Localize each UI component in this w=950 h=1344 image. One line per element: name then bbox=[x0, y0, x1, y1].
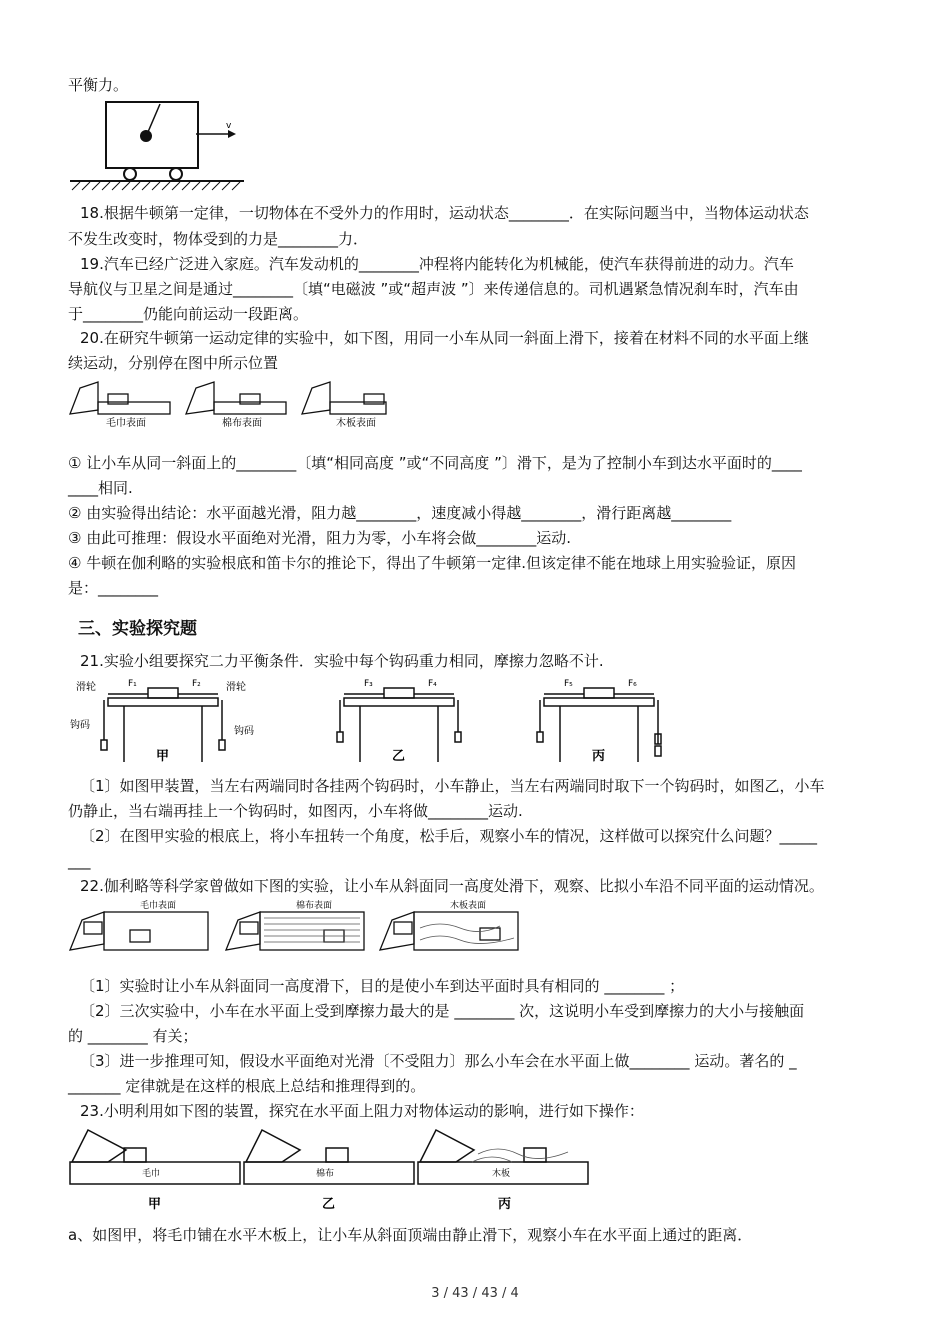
page-footer: 3 / 43 / 43 / 4 bbox=[431, 1286, 519, 1301]
text-line: 〔3〕进一步推理可知，假设水平面绝对光滑〔不受阻力〕那么小车会在水平面上做________ 运动。著名的 _ bbox=[80, 1052, 797, 1070]
text-line: 的 ________ 有关； bbox=[68, 1027, 198, 1045]
jia-label: 甲 bbox=[156, 749, 170, 764]
f6-label: F₆ bbox=[628, 679, 637, 689]
wood-label: 木板表面 bbox=[450, 901, 487, 911]
pulley-label: 滑轮 bbox=[226, 682, 246, 693]
text-line: 平衡力。 bbox=[68, 76, 129, 94]
text-line: 续运动，分别停在图中所示位置 bbox=[68, 354, 279, 372]
text-line: 19.汽车已经广泛进入家庭。汽车发动机的________冲程将内能转化为机械能，使汽车获得前进的动力。汽车 bbox=[80, 255, 794, 273]
cotton-label: 棉布表面 bbox=[296, 901, 333, 911]
jia-label: 甲 bbox=[148, 1197, 162, 1212]
text-line: ③ 由此可推理：假设水平面绝对光滑，阻力为零，小车将会做________运动. bbox=[68, 529, 571, 547]
cotton-label: 棉布表面 bbox=[222, 418, 262, 429]
text-line: 21.实验小组要探究二力平衡条件．实验中每个钩码重力相同，摩擦力忽略不计. bbox=[80, 652, 604, 670]
pulley-label: 滑轮 bbox=[76, 682, 96, 693]
bing-label: 丙 bbox=[498, 1197, 512, 1212]
yi-label: 乙 bbox=[322, 1197, 336, 1212]
f1-label: F₁ bbox=[128, 679, 137, 689]
wood-label: 木板表面 bbox=[336, 418, 376, 429]
text-line: 18.根据牛顿第一定律，一切物体在不受外力的作用时，运动状态________．在实际问题当中，当物体运动状态 bbox=[80, 204, 809, 222]
text-line: ___ bbox=[68, 852, 91, 870]
weight-label: 钩码 bbox=[70, 720, 90, 731]
text-line: a、如图甲，将毛巾铺在水平木板上，让小车从斜面顶端由静止滑下，观察小车在水平面上通过的距离． bbox=[68, 1226, 753, 1244]
towel-short-label: 毛巾 bbox=[142, 1169, 161, 1179]
text-line: ④ 牛顿在伽利略的实验根底和笛卡尔的推论下，得出了牛顿第一定律.但该定律不能在地球上用实验验证，原因 bbox=[68, 554, 796, 572]
text-line: ① 让小车从同一斜面上的________〔填“相同高度 ”或“不同高度 ”〕滑下，是为了控制小车到达水平面时的____ bbox=[68, 454, 802, 472]
pulley-tables-figure bbox=[68, 672, 668, 766]
three-ramps-figure bbox=[68, 374, 388, 430]
towel-label: 毛巾表面 bbox=[106, 418, 146, 429]
text-line: 导航仪与卫星之间是通过________〔填“电磁波 ”或“超声波 ”〕来传递信息的。司机遇紧急情况刹车时，汽车由 bbox=[68, 280, 799, 298]
text-line: ② 由实验得出结论：水平面越光滑，阻力越________，速度减小得越________，滑行距离越________ bbox=[68, 504, 732, 522]
towel-label: 毛巾表面 bbox=[140, 901, 177, 911]
yi-label: 乙 bbox=[392, 749, 406, 764]
text-line: 23.小明利用如下图的装置，探究在水平面上阻力对物体运动的影响，进行如下操作： bbox=[80, 1102, 644, 1120]
weight-label: 钩码 bbox=[234, 726, 254, 737]
cotton-short-label: 棉布 bbox=[316, 1169, 335, 1179]
text-line: 〔1〕如图甲装置，当左右两端同时各挂两个钩码时，小车静止，当左右两端同时取下一个钩码时，如图乙，小车 bbox=[80, 777, 825, 795]
section-title: 三、实验探究题 bbox=[78, 619, 197, 639]
velocity-label: v bbox=[226, 121, 232, 131]
f3-label: F₃ bbox=[364, 679, 373, 689]
text-line: 仍静止，当右端再挂上一个钩码时，如图丙，小车将做________运动. bbox=[68, 802, 523, 820]
f4-label: F₄ bbox=[428, 679, 437, 689]
cart-pendulum-figure bbox=[68, 98, 248, 194]
text-line: 是：________ bbox=[68, 579, 159, 597]
text-line: 〔2〕在图甲实验的根底上，将小车扭转一个角度，松手后，观察小车的情况，这样做可以探究什么问题？_____ bbox=[80, 827, 818, 845]
wood-short-label: 木板 bbox=[492, 1169, 511, 1179]
f5-label: F₅ bbox=[564, 679, 573, 689]
bing-label: 丙 bbox=[592, 749, 606, 764]
surfaces-ramps-figure bbox=[68, 898, 520, 960]
text-line: _______ 定律就是在这样的根底上总结和推理得到的。 bbox=[68, 1077, 426, 1095]
text-line: 〔2〕三次实验中，小车在水平面上受到摩擦力最大的是 ________ 次，这说明小车受到摩擦力的大小与接触面 bbox=[80, 1002, 805, 1020]
text-line: ____相同. bbox=[68, 479, 133, 497]
text-line: 于________仍能向前运动一段距离。 bbox=[68, 305, 309, 323]
long-ramps-figure bbox=[68, 1122, 592, 1214]
text-line: 22.伽利略等科学家曾做如下图的实验，让小车从斜面同一高度处滑下，观察、比拟小车沿不同平面的运动情况。 bbox=[80, 877, 824, 895]
text-line: 〔1〕实验时让小车从斜面同一高度滑下，目的是使小车到达平面时具有相同的 ________ ； bbox=[80, 977, 685, 995]
text-line: 不发生改变时，物体受到的力是________力． bbox=[68, 230, 369, 248]
f2-label: F₂ bbox=[192, 679, 201, 689]
text-line: 20.在研究牛顿第一运动定律的实验中，如下图，用同一小车从同一斜面上滑下，接着在材料不同的水平面上继 bbox=[80, 329, 809, 347]
